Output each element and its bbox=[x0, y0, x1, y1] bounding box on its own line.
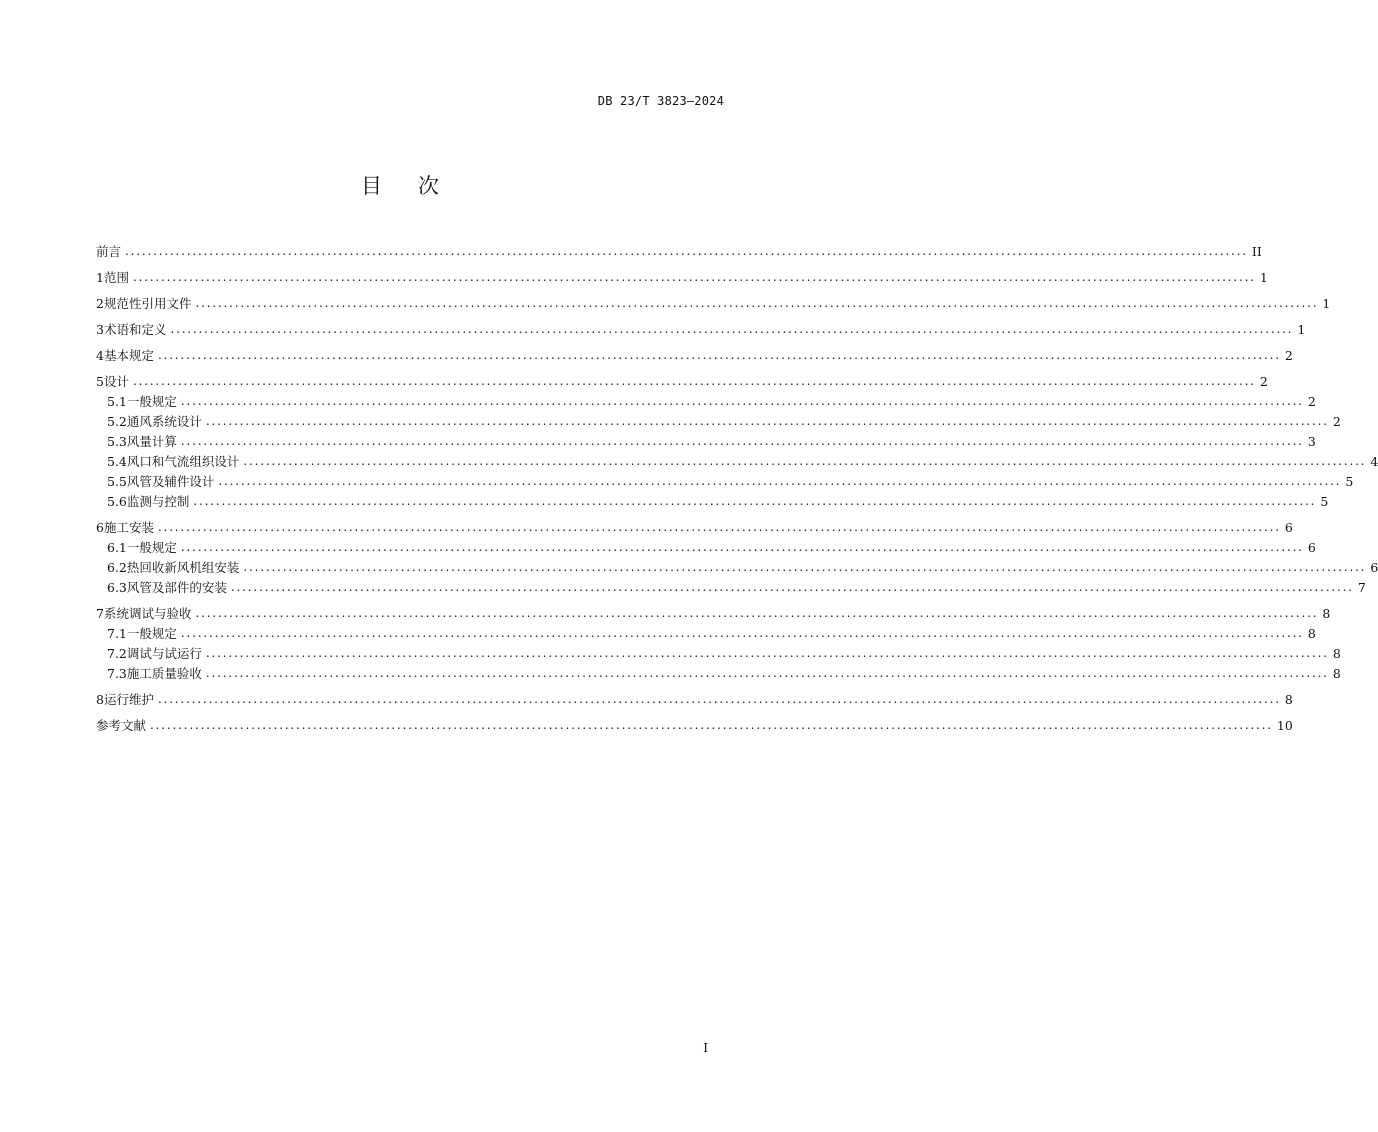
toc-entry-page: 7 bbox=[1357, 579, 1366, 595]
toc-entry-number: 5 bbox=[96, 373, 104, 389]
toc-leader-dots: ........................................................................................................................................................................................................ bbox=[157, 520, 1281, 534]
page-title: 目次 bbox=[361, 174, 475, 198]
page-number: I bbox=[703, 1041, 708, 1055]
toc-entry-number: 4 bbox=[96, 347, 104, 363]
toc-leader-dots: ........................................................................................................................................................................................................ bbox=[243, 560, 1367, 574]
toc-entry[interactable] bbox=[96, 293, 1331, 313]
toc-entry-number: 8 bbox=[96, 691, 104, 707]
standard-number: DB 23/T 3823—2024 bbox=[597, 94, 724, 108]
toc-entry-label: 设计 bbox=[103, 374, 129, 389]
toc-entry-number: 5.2 bbox=[107, 413, 127, 429]
toc-leader-dots: ........................................................................................................................................................................................................ bbox=[230, 580, 1354, 594]
toc-leader-dots: ........................................................................................................................................................................................................ bbox=[205, 646, 1329, 660]
toc-entry-number: 6.1 bbox=[107, 539, 127, 555]
toc-entry-page: 2 bbox=[1332, 413, 1341, 429]
toc-leader-dots: ........................................................................................................................................................................................................ bbox=[180, 540, 1304, 554]
toc-entry-label: 系统调试与验收 bbox=[103, 606, 192, 621]
toc-entry-page: 6 bbox=[1370, 559, 1378, 575]
toc-entry[interactable] bbox=[96, 241, 1262, 261]
toc-entry-page: 1 bbox=[1259, 269, 1268, 285]
toc-entry[interactable] bbox=[96, 577, 1366, 597]
toc-entry[interactable] bbox=[96, 345, 1293, 365]
toc-entry-label: 一般规定 bbox=[126, 540, 177, 555]
toc-entry[interactable] bbox=[96, 689, 1293, 709]
toc-entry-page: 10 bbox=[1276, 717, 1293, 733]
toc-entry-label: 参考文献 bbox=[96, 718, 147, 733]
toc-entry-label: 通风系统设计 bbox=[126, 414, 202, 429]
toc-entry-page: 6 bbox=[1307, 539, 1316, 555]
toc-entry[interactable] bbox=[96, 431, 1316, 451]
toc-leader-dots: ........................................................................................................................................................................................................ bbox=[180, 394, 1304, 408]
toc-entry-number: 7.2 bbox=[107, 645, 127, 661]
toc-leader-dots: ........................................................................................................................................................................................................ bbox=[205, 666, 1329, 680]
toc-entry-number: 5.5 bbox=[107, 473, 127, 489]
toc-entry-page: 8 bbox=[1332, 665, 1341, 681]
toc-entry-label: 监测与控制 bbox=[126, 494, 190, 509]
toc-entry[interactable] bbox=[96, 491, 1329, 511]
table-of-contents bbox=[96, 241, 1378, 735]
toc-entry-number: 6.2 bbox=[107, 559, 127, 575]
toc-leader-dots: ........................................................................................................................................................................................................ bbox=[125, 244, 1248, 258]
toc-entry-label: 基本规定 bbox=[103, 348, 154, 363]
toc-entry-label: 热回收新风机组安装 bbox=[126, 560, 240, 575]
toc-entry[interactable] bbox=[96, 391, 1316, 411]
toc-leader-dots: ........................................................................................................................................................................................................ bbox=[132, 374, 1256, 388]
toc-entry-page: 2 bbox=[1284, 347, 1293, 363]
toc-entry-page: 1 bbox=[1297, 321, 1306, 337]
toc-entry[interactable] bbox=[96, 451, 1378, 471]
toc-entry-page: 2 bbox=[1259, 373, 1268, 389]
toc-entry-number: 5.1 bbox=[107, 393, 127, 409]
toc-entry-number: 7 bbox=[96, 605, 104, 621]
toc-entry[interactable] bbox=[96, 663, 1341, 683]
toc-entry-page: 4 bbox=[1370, 453, 1378, 469]
toc-leader-dots: ........................................................................................................................................................................................................ bbox=[243, 454, 1367, 468]
toc-entry-label: 范围 bbox=[103, 270, 129, 285]
toc-entry-label: 施工质量验收 bbox=[126, 666, 202, 681]
toc-entry[interactable] bbox=[96, 537, 1316, 557]
toc-entry-number: 5.6 bbox=[107, 493, 127, 509]
toc-entry[interactable] bbox=[96, 715, 1293, 735]
toc-entry-label: 一般规定 bbox=[126, 394, 177, 409]
toc-entry-label: 风量计算 bbox=[126, 434, 177, 449]
toc-entry-label: 规范性引用文件 bbox=[103, 296, 192, 311]
toc-leader-dots: ........................................................................................................................................................................................................ bbox=[150, 718, 1273, 732]
toc-entry-label: 施工安装 bbox=[103, 520, 154, 535]
toc-entry-page: 2 bbox=[1307, 393, 1316, 409]
toc-entry-page: 8 bbox=[1284, 691, 1293, 707]
toc-leader-dots: ........................................................................................................................................................................................................ bbox=[170, 322, 1294, 336]
toc-leader-dots: ........................................................................................................................................................................................................ bbox=[205, 414, 1329, 428]
toc-entry-number: 7.3 bbox=[107, 665, 127, 681]
toc-entry-label: 术语和定义 bbox=[103, 322, 167, 337]
toc-entry-page: 1 bbox=[1322, 295, 1331, 311]
toc-entry-number: 5.3 bbox=[107, 433, 127, 449]
toc-leader-dots: ........................................................................................................................................................................................................ bbox=[193, 494, 1317, 508]
toc-entry-page: 6 bbox=[1284, 519, 1293, 535]
toc-entry-number: 6.3 bbox=[107, 579, 127, 595]
toc-entry-page: 5 bbox=[1345, 473, 1354, 489]
toc-entry[interactable] bbox=[96, 603, 1331, 623]
toc-entry[interactable] bbox=[96, 517, 1293, 537]
toc-leader-dots: ........................................................................................................................................................................................................ bbox=[132, 270, 1256, 284]
toc-entry[interactable] bbox=[96, 623, 1316, 643]
toc-entry-label: 调试与试运行 bbox=[126, 646, 202, 661]
toc-entry-page: 8 bbox=[1332, 645, 1341, 661]
toc-leader-dots: ........................................................................................................................................................................................................ bbox=[195, 296, 1319, 310]
toc-entry[interactable] bbox=[96, 319, 1306, 339]
toc-entry-number: 6 bbox=[96, 519, 104, 535]
toc-entry-page: 5 bbox=[1320, 493, 1329, 509]
toc-entry[interactable] bbox=[96, 643, 1341, 663]
toc-entry-page: 8 bbox=[1322, 605, 1331, 621]
toc-entry[interactable] bbox=[96, 371, 1268, 391]
toc-entry[interactable] bbox=[96, 557, 1378, 577]
toc-entry-number: 7.1 bbox=[107, 625, 127, 641]
toc-entry-number: 5.4 bbox=[107, 453, 127, 469]
toc-entry[interactable] bbox=[96, 411, 1341, 431]
toc-entry-number: 1 bbox=[96, 269, 104, 285]
toc-entry[interactable] bbox=[96, 471, 1354, 491]
toc-entry-label: 前言 bbox=[96, 244, 122, 259]
toc-leader-dots: ........................................................................................................................................................................................................ bbox=[157, 692, 1281, 706]
toc-entry-page: 8 bbox=[1307, 625, 1316, 641]
toc-leader-dots: ........................................................................................................................................................................................................ bbox=[180, 434, 1304, 448]
toc-entry-label: 风管及辅件设计 bbox=[126, 474, 215, 489]
toc-entry-number: 3 bbox=[96, 321, 104, 337]
toc-entry-label: 风管及部件的安装 bbox=[126, 580, 227, 595]
toc-entry-page: 3 bbox=[1307, 433, 1316, 449]
toc-leader-dots: ........................................................................................................................................................................................................ bbox=[157, 348, 1281, 362]
toc-entry-page: II bbox=[1251, 243, 1262, 259]
toc-entry-label: 风口和气流组织设计 bbox=[126, 454, 240, 469]
toc-entry[interactable] bbox=[96, 267, 1268, 287]
toc-leader-dots: ........................................................................................................................................................................................................ bbox=[180, 626, 1304, 640]
toc-entry-label: 一般规定 bbox=[126, 626, 177, 641]
toc-entry-number: 2 bbox=[96, 295, 104, 311]
toc-leader-dots: ........................................................................................................................................................................................................ bbox=[195, 606, 1319, 620]
toc-leader-dots: ........................................................................................................................................................................................................ bbox=[218, 474, 1342, 488]
toc-entry-label: 运行维护 bbox=[103, 692, 154, 707]
